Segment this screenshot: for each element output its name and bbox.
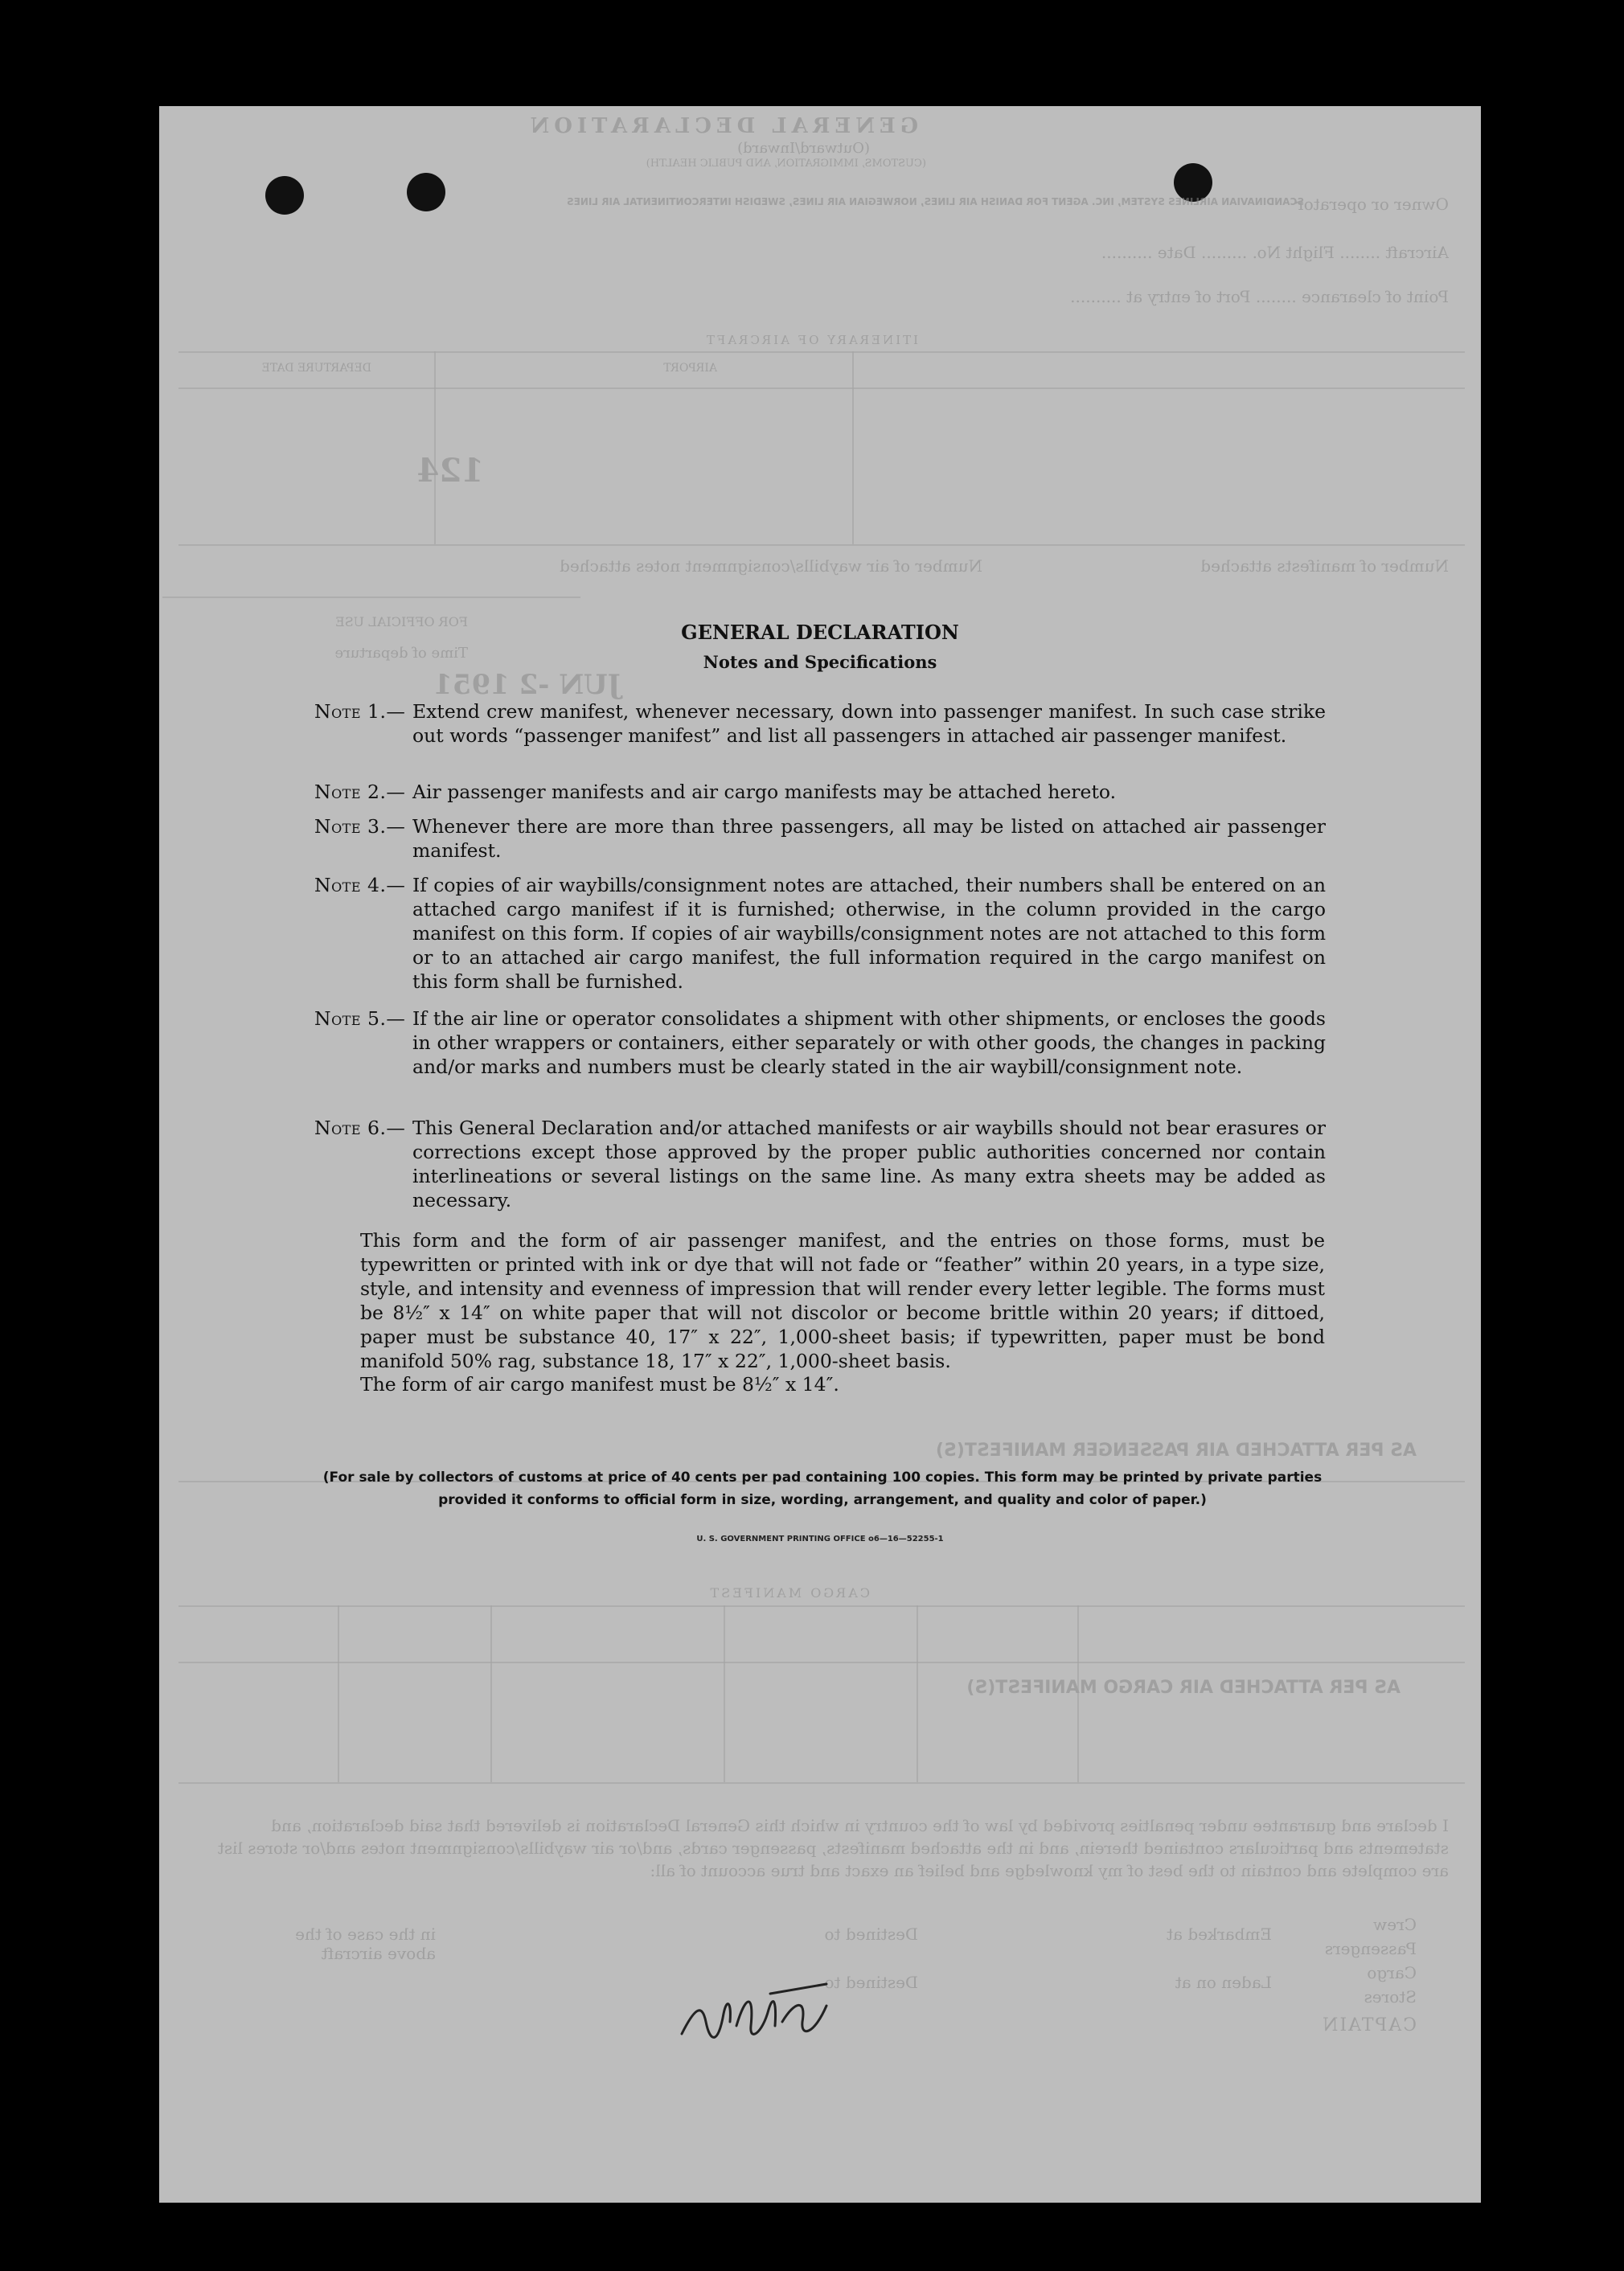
ghost-embarked: Embarked at xyxy=(1167,1925,1272,1944)
page-title: GENERAL DECLARATION xyxy=(681,621,959,644)
ghost-destined: Destined to xyxy=(824,1925,918,1944)
note-text: Whenever there are more than three passengers, all may be listed on attached air passenger manifest. xyxy=(412,815,1326,862)
note-label: Note 4.— xyxy=(314,874,406,896)
note-3 xyxy=(314,814,1326,863)
ghost-aircraft: Aircraft ........ Flight No. ......... Date .......... xyxy=(1101,243,1449,262)
signature-scribble xyxy=(674,1978,851,2050)
ghost-destined-2: Destined to xyxy=(824,1973,918,1992)
format-paragraph: This form and the form of air passenger manifest, and the entries on those forms, must be typewritten or printed with ink or dye that will not fade or “feather” within 20 years, in a type size, style, and intensity and evenness of impression that will render every letter legible. The forms must be 8½″ x 14″ on white paper that will not discolor or become brittle within 20 years; if dittoed, paper must be substance 40, 17″ x 22″, 1,000-sheet basis; if typewritten, paper must be bond manifold 50% rag, substance 18, 17″ x 22″, 1,000-sheet basis. xyxy=(360,1229,1325,1372)
ghost-airline: SCANDINAVIAN AIRLINES SYSTEM, INC. AGENT FOR DANISH AIR LINES, NORWEGIAN AIR LINES, SWEDISH INTERCONTINENTAL AIR LINES xyxy=(567,196,1304,207)
ghost-itinerary: ITINERARY OF AIRCRAFT xyxy=(703,333,918,347)
ghost-point-clearance: Point of clearance ........ Port of entry at .......... xyxy=(1070,287,1449,306)
ghost-passenger-manifest: AS PER ATTACHED AIR PASSENGER MANIFEST(S) xyxy=(935,1441,1417,1461)
ghost-laden: Laden on at xyxy=(1175,1973,1272,1992)
ghost-time-departure: Time of departure xyxy=(334,645,468,662)
note-1 xyxy=(314,699,1326,748)
sale-notice: (For sale by collectors of customs at price of 40 cents per pad containing 100 copies. This form may be printed by private parties provided it conforms to official form in size, wording, arrangement, and quality and color of paper.) xyxy=(322,1470,1323,1508)
note-text: If the air line or operator consolidates a shipment with other shipments, or encloses the goods in other wrappers or containers, either separately or with other goods, the changes in packing and/or marks and numbers must be clearly stated in the air waybill/consignment note. xyxy=(412,1007,1326,1078)
ghost-cargo-manifest-title: CARGO MANIFEST xyxy=(707,1585,870,1601)
document-sheet xyxy=(159,106,1481,2203)
note-label: Note 2.— xyxy=(314,781,406,803)
note-text: Extend crew manifest, whenever necessary, down into passenger manifest. In such case strike out words “passenger manifest” and list all passengers in attached air passenger manifest. xyxy=(412,700,1326,747)
note-6 xyxy=(314,1116,1326,1212)
ghost-stamp-number: 124 xyxy=(416,452,484,490)
ghost-crew: Crew xyxy=(1373,1915,1417,1934)
ghost-official-use: FOR OFFICIAL USE xyxy=(335,614,468,629)
ghost-col-airport: AIRPORT xyxy=(663,362,717,375)
gpo-imprint: U. S. GOVERNMENT PRINTING OFFICE o6—16—52255-1 xyxy=(696,1535,944,1543)
page-subtitle: Notes and Specifications xyxy=(703,652,937,672)
ghost-case-of: in the case of the above aircraft xyxy=(295,1925,436,1963)
note-label: Note 6.— xyxy=(314,1117,406,1139)
note-label: Note 3.— xyxy=(314,815,406,838)
note-text: Air passenger manifests and air cargo manifests may be attached hereto. xyxy=(412,781,1117,803)
ghost-header-sub: (Outward/Inward) xyxy=(737,140,870,157)
note-4 xyxy=(314,873,1326,994)
note-label: Note 1.— xyxy=(314,700,406,723)
ghost-header-title: GENERAL DECLARATION xyxy=(525,114,918,138)
ghost-passengers: Passengers xyxy=(1324,1939,1417,1958)
ghost-manifests: Number of manifests attached xyxy=(1200,556,1449,576)
note-label: Note 5.— xyxy=(314,1007,406,1030)
cargo-format-line: The form of air cargo manifest must be 8½″ x 14″. xyxy=(360,1373,839,1396)
ghost-cargo: Cargo xyxy=(1367,1963,1417,1982)
note-text: If copies of air waybills/consignment notes are attached, their numbers shall be entered on an attached cargo manifest if it is furnished; otherwise, in the column provided in the cargo manifest on this form. If copies of air waybills/consignment notes are not attached to this form or to an attached air cargo manifest, the full information required in the cargo manifest on this form shall be furnished. xyxy=(412,874,1326,993)
ghost-cargo-attached: AS PER ATTACHED AIR CARGO MANIFEST(S) xyxy=(966,1678,1400,1698)
ghost-declaration: I declare and guarantee under penalties provided by law of the country in which this General Declaration is delivered that said declaration, and statements and particulars contained therein, and in the attached manifests, passenger cards, and/or air waybills/consignment notes and/or stores list are complete and contain to the best of my knowledge and belief an exact and true account of all: xyxy=(217,1816,1449,1880)
ghost-owner-operator: Owner or operator xyxy=(1296,195,1449,214)
ghost-stamp-date: JUN -2 1951 xyxy=(433,669,621,701)
ghost-header-sub2: (CUSTOMS, IMMIGRATION, AND PUBLIC HEALTH) xyxy=(646,158,926,170)
ghost-col-departure: DEPARTURE DATE xyxy=(261,362,371,375)
note-2 xyxy=(314,780,1326,804)
ghost-captain: CAPTAIN xyxy=(1321,2015,1417,2035)
note-text: This General Declaration and/or attached manifests or air waybills should not bear erasures or corrections except those approved by the proper public authorities concerned nor contain interlineations or several listings on the same line. As many extra sheets may be added as necessary. xyxy=(412,1117,1326,1211)
ghost-stores: Stores xyxy=(1364,1987,1417,2007)
ghost-waybills: Number of air waybills/consignment notes attached xyxy=(560,556,982,576)
note-5 xyxy=(314,1006,1326,1079)
